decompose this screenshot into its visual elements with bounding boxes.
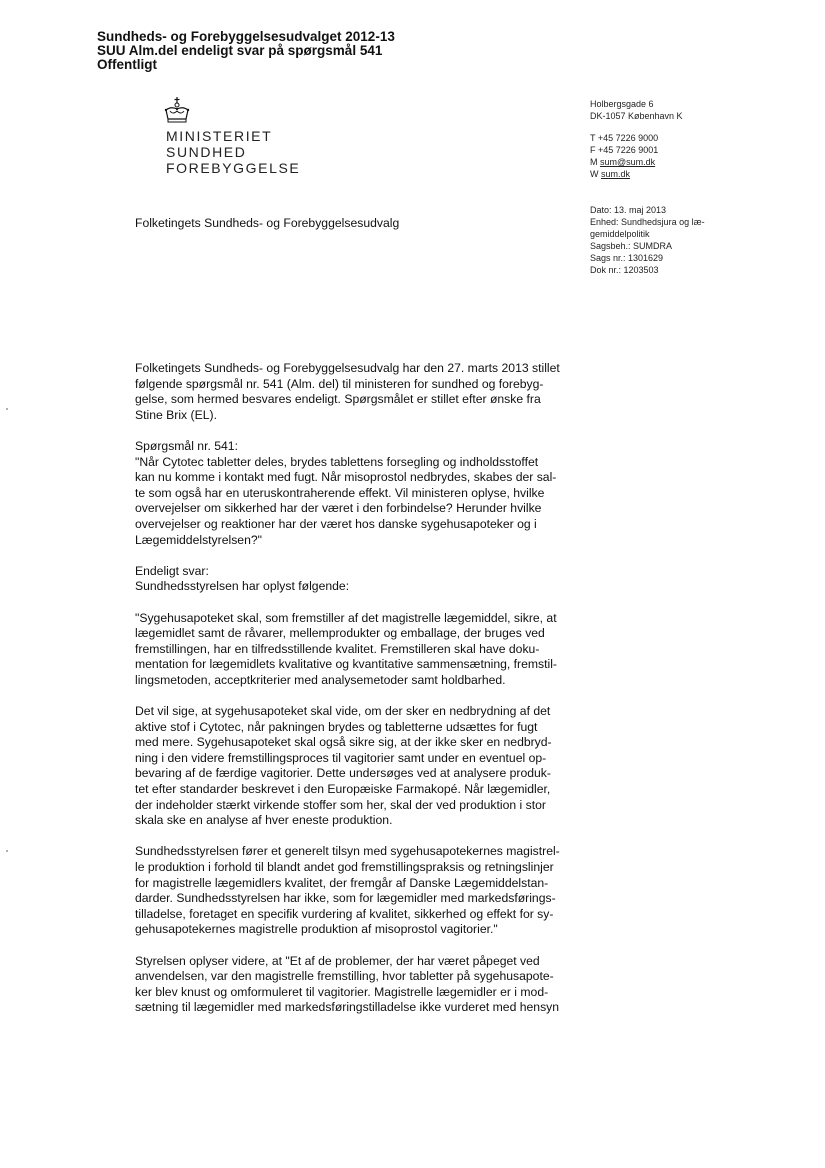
text-line: aktive stof i Cytotec, når pakningen brydes og tabletterne udsættes for fugt (135, 719, 538, 734)
text-line: mentation for lægemidlets kvalitative og kvantitative sammensætning, fremstil- (135, 657, 557, 672)
text-line: gelse, som hermed besvares endeligt. Spørgsmålet er stillet efter ønske fra (135, 392, 541, 407)
intro-paragraph (135, 361, 575, 423)
ministry-name (166, 128, 300, 176)
text-line: kan nu komme i kontakt med fugt. Når misoprostol nedbrydes, skabes der sal- (135, 470, 557, 485)
address-web-row (590, 168, 683, 180)
meta-date: Dato: 13. maj 2013 (590, 205, 667, 215)
text-line: Sundhedsstyrelsen har oplyst følgende: (135, 579, 350, 594)
meta-unit-1: Enhed: Sundhedsjura og læ- (590, 217, 705, 227)
text-line: overvejelser og reaktioner har der været hos danske sygehusapoteker og i (135, 516, 537, 531)
address-street: Holbergsgade 6 (590, 99, 654, 109)
text-line: Stine Brix (EL). (135, 407, 217, 422)
address-block (590, 98, 683, 180)
text-line: "Sygehusapoteket skal, som fremstiller af det magistrelle lægemiddel, sikre, at (135, 610, 557, 625)
text-line: te som også har en uteruskontraherende effekt. Vil ministeren oplyse, hvilke (135, 485, 545, 500)
meta-case-no: Sags nr.: 1301629 (590, 253, 664, 263)
crown-icon (162, 96, 192, 126)
header-status: Offentligt (97, 57, 157, 72)
text-line: fremstillingen, har en tilfredsstillende kvalitet. Fremstilleren skal have doku- (135, 641, 540, 656)
text-line: Sundhedsstyrelsen fører et generelt tilsyn med sygehusapotekernes magistrel- (135, 844, 560, 859)
text-line: darder. Sundhedsstyrelsen har ikke, som for lægemidler med markedsførings- (135, 891, 556, 906)
text-line: overvejelser om sikkerhed har der været i den forbindelse? Herunder hvilke (135, 501, 542, 516)
scan-speck (6, 408, 8, 410)
text-line: med mere. Sygehusapoteket skal også sikre sig, at der ikke sker en nedbryd- (135, 735, 552, 750)
text-line: Det vil sige, at sygehusapoteket skal vide, om der sker en nedbrydning af det (135, 704, 551, 719)
ministry-name-line2: SUNDHED (166, 144, 247, 160)
text-line: "Når Cytotec tabletter deles, brydes tablettens forsegling og indholdsstoffet (135, 454, 539, 469)
ministry-logo (150, 96, 310, 186)
address-city: DK-1057 København K (590, 111, 683, 121)
text-line: skala ske en analyse af hver eneste produktion. (135, 813, 393, 828)
text-line: ker blev knust og omformuleret til vagitorier. Magistrelle lægemidler er i mod- (135, 984, 549, 999)
text-line: ning i den videre fremstillingsproces til vagitorier samt under en eventuel op- (135, 750, 547, 765)
meta-doc-no: Dok nr.: 1203503 (590, 265, 659, 275)
text-line: lingsmetoden, acceptkriterier med analysemetoder samt holdbarhed. (135, 672, 506, 687)
ministry-name-line1: MINISTERIET (166, 128, 273, 144)
text-line: lægemidlet samt de råvarer, mellemprodukter og emballage, der bruges ved (135, 626, 545, 641)
text-line: Lægemiddelstyrelsen?" (135, 532, 262, 547)
answer-heading: Endeligt svar: (135, 563, 209, 578)
text-line: anvendelsen, var den magistrelle fremstilling, hvor tabletter på sygehusapote- (135, 969, 554, 984)
meta-unit-2: gemiddelpolitik (590, 229, 650, 239)
answer-paragraph-4 (135, 954, 575, 1016)
text-line: tilladelse, foretaget en specifik vurdering af kvalitet, sikkerhed og effekt for sy- (135, 906, 554, 921)
answer-paragraph-2 (135, 704, 575, 829)
text-line: tet efter standarder beskrevet i den Europæiske Farmakopé. Når lægemidler, (135, 782, 551, 797)
text-line: følgende spørgsmål nr. 541 (Alm. del) til ministeren for sundhed og forebyg- (135, 376, 544, 391)
text-line: gehusapotekernes magistrelle produktion af misoprostol vagitorier." (135, 922, 498, 937)
text-line: Styrelsen oplyser videre, at "Et af de problemer, der har været påpeget ved (135, 953, 540, 968)
document-header (97, 30, 395, 72)
text-line: der indeholder stærkt virkende stoffer som her, skal der ved produktion i stor (135, 797, 546, 812)
header-committee: Sundheds- og Forebyggelsesudvalget 2012-13 (97, 29, 395, 44)
meta-handler: Sagsbeh.: SUMDRA (590, 241, 673, 251)
address-fax: F +45 7226 9001 (590, 145, 659, 155)
text-line: bevaring af de færdige vagitorier. Dette undersøges ved at analysere produk- (135, 766, 551, 781)
header-subject: SUU Alm.del endeligt svar på spørgsmål 541 (97, 43, 383, 58)
text-line: Folketingets Sundheds- og Forebyggelsesudvalg har den 27. marts 2013 stillet (135, 361, 560, 375)
question-paragraph (135, 439, 575, 548)
answer-paragraph-1 (135, 611, 575, 689)
answer-paragraph-3 (135, 844, 575, 938)
letter-body (135, 361, 575, 1032)
text-line: le produktion i forhold til blandt andet god fremstillingspraksis og retningslinjer (135, 860, 554, 874)
address-email-row (590, 156, 683, 168)
email-link[interactable]: sum@sum.dk (600, 157, 656, 167)
ministry-name-line3: FOREBYGGELSE (166, 160, 301, 176)
answer-intro-paragraph (135, 564, 575, 595)
web-link[interactable]: sum.dk (601, 169, 631, 179)
address-phone: T +45 7226 9000 (590, 133, 659, 143)
recipient: Folketingets Sundheds- og Forebyggelsesudvalg (135, 216, 400, 230)
web-prefix: W (590, 169, 601, 179)
text-line: for magistrelle lægemidlers kvalitet, der fremgår af Danske Lægemiddelstan- (135, 875, 549, 890)
case-metadata (590, 204, 730, 276)
text-line: sætning til lægemidler med markedsføringstilladelse ikke vurderet med hensyn (135, 1000, 560, 1015)
question-heading: Spørgsmål nr. 541: (135, 438, 238, 453)
email-prefix: M (590, 157, 600, 167)
scan-speck (6, 850, 8, 852)
